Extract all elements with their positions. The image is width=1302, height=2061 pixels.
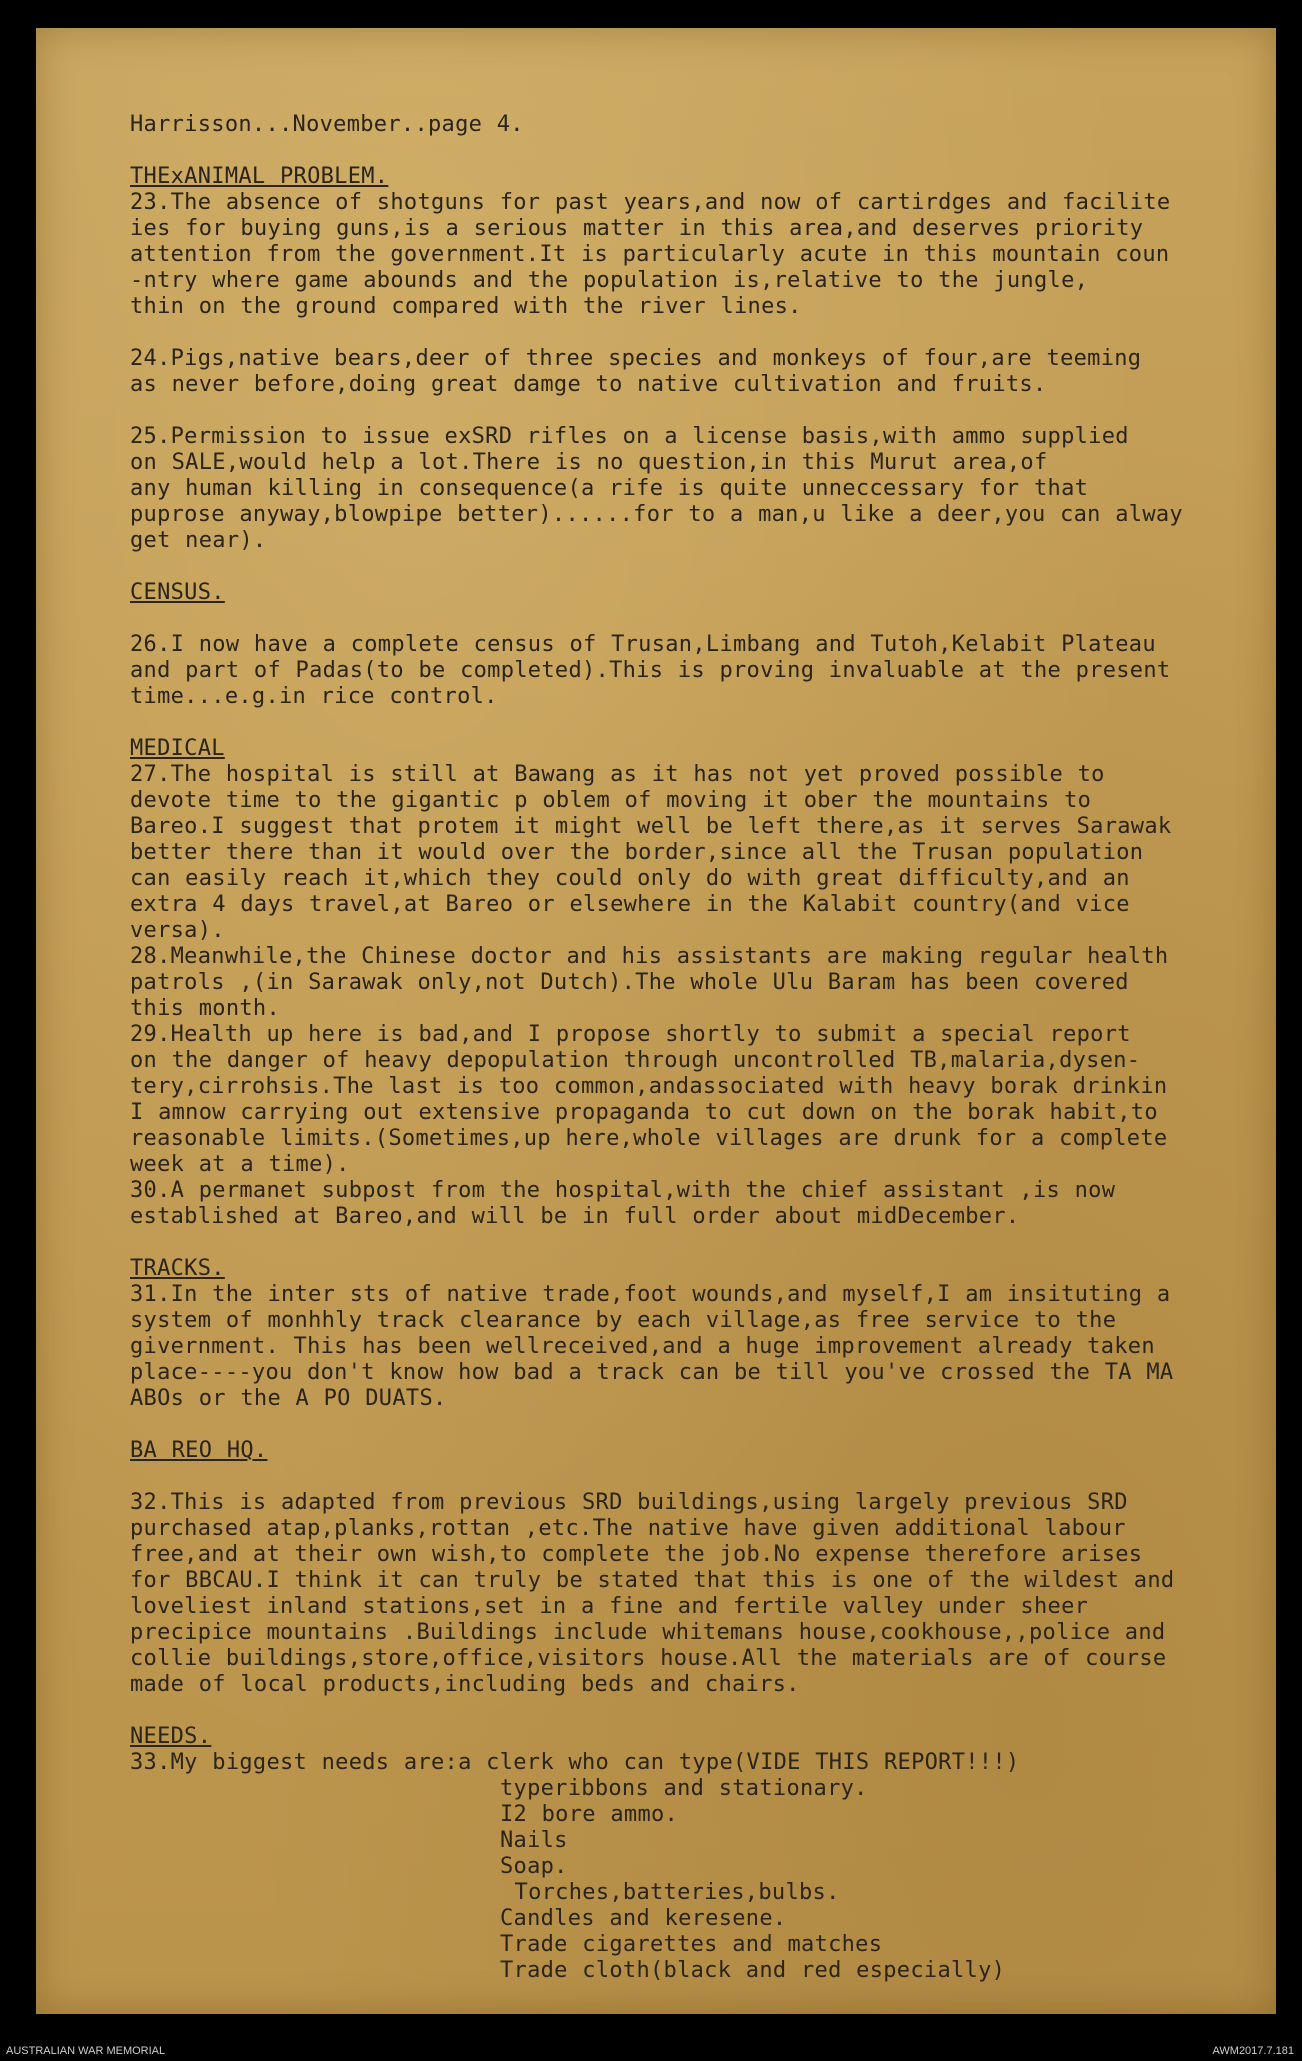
text-line: attention from the government.It is particularly acute in this mountain coun	[130, 242, 1170, 267]
list-item: Nails	[500, 1828, 568, 1853]
text-line: 32.This is adapted from previous SRD buildings,using largely previous SRD	[130, 1490, 1128, 1515]
paragraph-33	[130, 1750, 1270, 1776]
text-line: on SALE,would help a lot.There is no question,in this Murut area,of	[130, 450, 1048, 475]
paragraph-30	[130, 1178, 1270, 1230]
needs-list	[130, 1776, 1270, 1984]
text-line: purchased atap,planks,rottan ,etc.The native have given additional labour	[130, 1516, 1126, 1541]
text-line: versa).	[130, 918, 225, 943]
page-header: Harrisson...November..page 4.	[130, 112, 524, 137]
text-line: thin on the ground compared with the river lines.	[130, 294, 802, 319]
text-line: 23.The absence of shotguns for past years,and now of cartirdges and facilite	[130, 190, 1171, 215]
section-heading: CENSUS.	[130, 580, 225, 605]
section-census	[130, 580, 1270, 710]
text-line: ABOs or the A PO DUATS.	[130, 1386, 447, 1411]
paragraph-31	[130, 1282, 1270, 1412]
text-line: 29.Health up here is bad,and I propose shortly to submit a special report	[130, 1022, 1131, 1047]
text-line: free,and at their own wish,to complete the job.No expense therefore arises	[130, 1542, 1143, 1567]
text-line: 33.My biggest needs are:a clerk who can type(VIDE THIS REPORT!!!)	[130, 1750, 1020, 1775]
text-line: reasonable limits.(Sometimes,up here,whole villages are drunk for a complete	[130, 1126, 1168, 1151]
text-line: on the danger of heavy depopulation through uncontrolled TB,malaria,dysen-	[130, 1048, 1141, 1073]
text-line: place----you don't know how bad a track can be till you've crossed the TA MA	[130, 1360, 1174, 1385]
section-animal-problem	[130, 164, 1270, 554]
text-line: any human killing in consequence(a rife is quite unneccessary for that	[130, 476, 1089, 501]
text-line: precipice mountains .Buildings include whitemans house,cookhouse,,police and	[130, 1620, 1166, 1645]
archive-credit: AUSTRALIAN WAR MEMORIAL	[6, 2045, 166, 2057]
list-item: Soap.	[500, 1854, 568, 1879]
text-line: 31.In the inter sts of native trade,foot wounds,and myself,I am insituting a	[130, 1282, 1171, 1307]
text-line: 28.Meanwhile,the Chinese doctor and his assistants are making regular health	[130, 944, 1169, 969]
paragraph-26	[130, 632, 1270, 710]
section-heading: THExANIMAL PROBLEM.	[130, 164, 389, 189]
archive-reference: AWM2017.7.181	[1212, 2045, 1294, 2057]
paragraph-24	[130, 346, 1270, 398]
text-line: Bareo.I suggest that protem it might well be left there,as it serves Sarawak	[130, 814, 1172, 839]
text-line: extra 4 days travel,at Bareo or elsewhere in the Kalabit country(and vice	[130, 892, 1130, 917]
text-line: 25.Permission to issue exSRD rifles on a license basis,with ammo supplied	[130, 424, 1129, 449]
section-heading: NEEDS.	[130, 1724, 212, 1749]
list-item: I2 bore ammo.	[500, 1802, 679, 1827]
list-item: Trade cigarettes and matches	[500, 1932, 883, 1957]
text-line: 30.A permanet subpost from the hospital,with the chief assistant ,is now	[130, 1178, 1116, 1203]
document-body	[130, 112, 1270, 1984]
text-line: time...e.g.in rice control.	[130, 684, 498, 709]
document-page	[36, 28, 1276, 2014]
paragraph-27	[130, 762, 1270, 944]
text-line: 26.I now have a complete census of Trusan,Limbang and Tutoh,Kelabit Plateau	[130, 632, 1156, 657]
text-line: for BBCAU.I think it can truly be stated that this is one of the wildest and	[130, 1568, 1175, 1593]
section-tracks	[130, 1256, 1270, 1412]
text-line: get near).	[130, 528, 267, 553]
list-item: Trade cloth(black and red especially)	[500, 1958, 1006, 1983]
text-line: loveliest inland stations,set in a fine and fertile valley under sheer	[130, 1594, 1089, 1619]
section-heading: MEDICAL	[130, 736, 225, 761]
paragraph-32	[130, 1490, 1270, 1698]
text-line: week at a time).	[130, 1152, 350, 1177]
text-line: this month.	[130, 996, 280, 1021]
text-line: better there than it would over the border,since all the Trusan population	[130, 840, 1144, 865]
section-medical	[130, 736, 1270, 1230]
text-line: system of monhhly track clearance by each village,as free service to the	[130, 1308, 1117, 1333]
section-heading: BA REO HQ.	[130, 1438, 268, 1463]
text-line: ies for buying guns,is a serious matter in this area,and deserves priority	[130, 216, 1144, 241]
text-line: I amnow carrying out extensive propaganda to cut down on the borak habit,to	[130, 1100, 1158, 1125]
list-item: typeribbons and stationary.	[500, 1776, 868, 1801]
list-item: Candles and keresene.	[500, 1906, 787, 1931]
text-line: can easily reach it,which they could only do with great difficulty,and an	[130, 866, 1130, 891]
paragraph-29	[130, 1022, 1270, 1178]
text-line: patrols ,(in Sarawak only,not Dutch).The whole Ulu Baram has been covered	[130, 970, 1129, 995]
text-line: collie buildings,store,office,visitors house.All the materials are of course	[130, 1646, 1167, 1671]
section-bareo-hq	[130, 1438, 1270, 1698]
section-heading: TRACKS.	[130, 1256, 225, 1281]
list-item: Torches,batteries,bulbs.	[500, 1880, 840, 1905]
paragraph-23	[130, 190, 1270, 320]
text-line: puprose anyway,blowpipe better)......for to a man,u like a deer,you can alway	[130, 502, 1183, 527]
text-line: as never before,doing great damge to native cultivation and fruits.	[130, 372, 1047, 397]
paragraph-25	[130, 424, 1270, 554]
text-line: 27.The hospital is still at Bawang as it has not yet proved possible to	[130, 762, 1105, 787]
text-line: devote time to the gigantic p oblem of moving it ober the mountains to	[130, 788, 1092, 813]
section-needs	[130, 1724, 1270, 1984]
text-line: tery,cirrohsis.The last is too common,andassociated with heavy borak drinkin	[130, 1074, 1168, 1099]
text-line: 24.Pigs,native bears,deer of three species and monkeys of four,are teeming	[130, 346, 1142, 371]
text-line: and part of Padas(to be completed).This is proving invaluable at the present	[130, 658, 1171, 683]
text-line: -ntry where game abounds and the population is,relative to the jungle,	[130, 268, 1089, 293]
text-line: established at Bareo,and will be in full order about midDecember.	[130, 1204, 1020, 1229]
text-line: made of local products,including beds and chairs.	[130, 1672, 800, 1697]
text-line: givernment. This has been wellreceived,and a huge improvement already taken	[130, 1334, 1155, 1359]
paragraph-28	[130, 944, 1270, 1022]
